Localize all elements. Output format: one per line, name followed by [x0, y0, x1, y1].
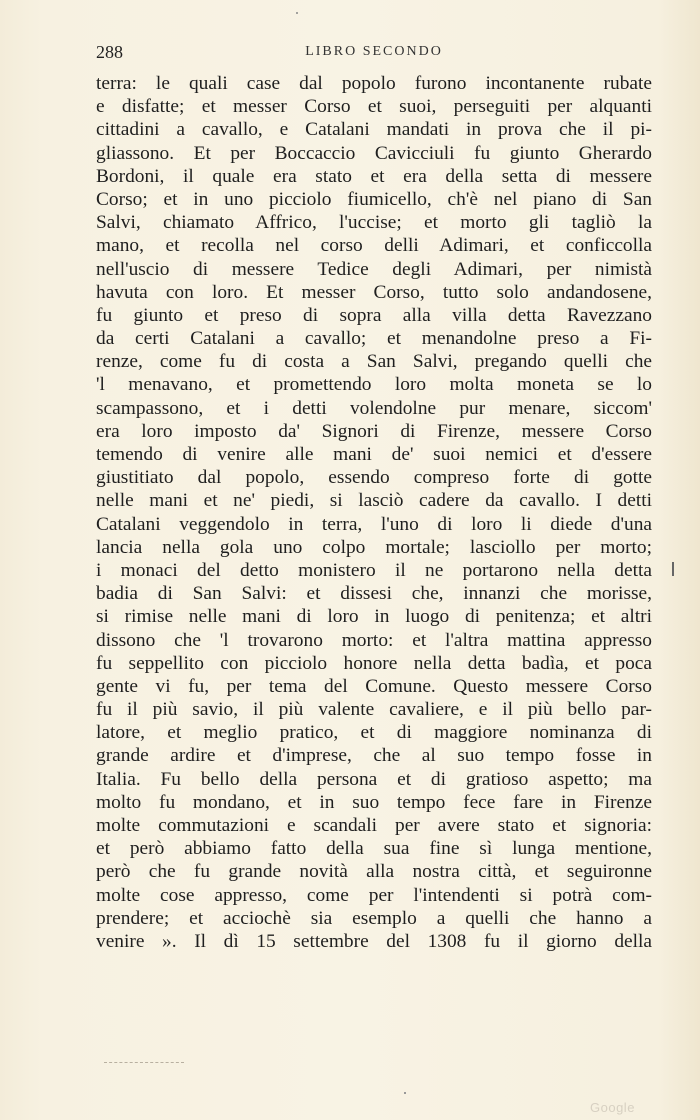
text-line: lancia nella gola uno colpo mortale; lasciollo per morto;: [96, 536, 652, 558]
footer-rule: [104, 1062, 184, 1063]
text-line: venire ». Il dì 15 settembre del 1308 fu il giorno della: [96, 930, 652, 952]
text-line: badia di San Salvi: et dissesi che, innanzi che morisse,: [96, 583, 652, 605]
text-line: molto fu mondano, et in suo tempo fece fare in Firenze: [96, 791, 652, 813]
text-line: Salvi, chiamato Affrico, l'uccise; et morto gli tagliò la: [96, 212, 652, 234]
text-line: da certi Catalani a cavallo; et menandolne preso a Fi-: [96, 328, 652, 350]
text-line: nelle mani et ne' piedi, si lasciò cadere da cavallo. I detti: [96, 490, 652, 512]
page-header: [96, 42, 652, 68]
text-line: nell'uscio di messere Tedice degli Adimari, per nimistà: [96, 258, 652, 280]
text-line: Italia. Fu bello della persona et di gratioso aspetto; ma: [96, 768, 652, 790]
margin-mark: [672, 562, 674, 576]
body-text: [96, 72, 652, 953]
text-line: Corso; et in uno picciolo fiumicello, ch'è nel piano di San: [96, 188, 652, 210]
text-line: latore, et meglio pratico, et di maggiore nominanza di: [96, 722, 652, 744]
text-line: gente vi fu, per tema del Comune. Questo messere Corso: [96, 675, 652, 697]
running-head: LIBRO SECONDO: [305, 44, 443, 59]
text-line: gliassono. Et per Boccaccio Cavicciuli fu giunto Gherardo: [96, 142, 652, 164]
text-line: havuta con loro. Et messer Corso, tutto solo andandosene,: [96, 281, 652, 303]
text-line: molte cose appresso, come per l'intendenti si potrà com-: [96, 884, 652, 906]
text-line: dissono che 'l trovarono morto: et l'altra mattina appresso: [96, 629, 652, 651]
text-line: renze, come fu di costa a San Salvi, pregando quelli che: [96, 351, 652, 373]
text-line: et però abbiamo fatto della sua fine sì lunga mentione,: [96, 838, 652, 860]
text-line: terra: le quali case dal popolo furono incontanente rubate: [96, 73, 652, 94]
text-line: mano, et recolla nel corso delli Adimari, et conficcolla: [96, 235, 652, 257]
text-line: 'l menavano, et promettendo loro molta moneta se lo: [96, 374, 652, 396]
text-line: però che fu grande novità alla nostra città, et seguironne: [96, 861, 652, 883]
text-line: si rimise nelle mani di loro in luogo di penitenza; et altri: [96, 606, 652, 628]
page-number: 288: [96, 42, 123, 62]
text-line: scampassono, et i detti volendolne pur menare, siccom': [96, 397, 652, 419]
page-mark: [296, 12, 298, 14]
text-line: fu seppellito con picciolo honore nella detta badìa, et poca: [96, 652, 652, 674]
text-line: e disfatte; et messer Corso et suoi, perseguiti per alquanti: [96, 96, 652, 118]
text-line: molte commutazioni e scandali per avere stato et signoria:: [96, 815, 652, 836]
text-line: temendo di venire alle mani de' suoi nemici et d'essere: [96, 444, 652, 465]
text-line: grande ardire et d'imprese, che al suo tempo fosse in: [96, 745, 652, 767]
text-line: fu giunto et preso di sopra alla villa detta Ravezzano: [96, 304, 652, 326]
text-line: fu il più savio, il più valente cavaliere, e il più bello par-: [96, 699, 652, 721]
text-line: Bordoni, il quale era stato et era della setta di messere: [96, 165, 652, 187]
text-line: i monaci del detto monistero il ne portarono nella detta: [96, 559, 652, 581]
scan-watermark: Google: [590, 1100, 635, 1115]
text-line: giustitiato dal popolo, essendo compreso forte di gotte: [96, 467, 652, 489]
text-line: cittadini a cavallo, e Catalani mandati in prova che il pi-: [96, 119, 652, 141]
page-speck: [404, 1092, 406, 1094]
text-line: era loro imposto da' Signori di Firenze, messere Corso: [96, 420, 652, 442]
text-line: Catalani veggendolo in terra, l'uno di loro li diede d'una: [96, 513, 652, 535]
text-line: prendere; et acciochè sia esemplo a quelli che hanno a: [96, 907, 652, 929]
